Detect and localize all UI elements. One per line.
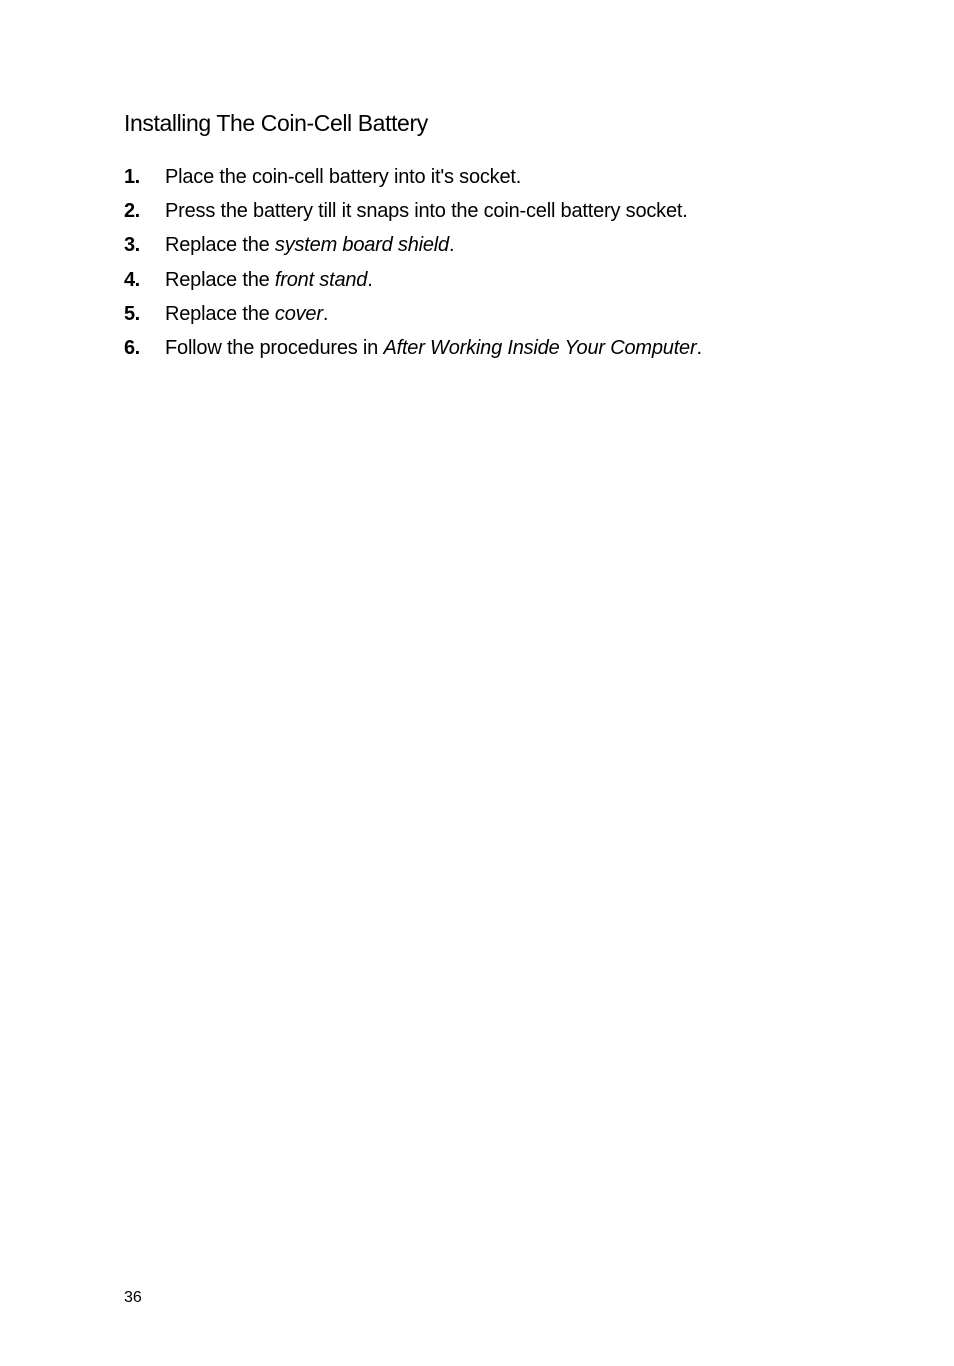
step-text-suffix: .	[367, 268, 373, 291]
step-text-emphasis: system board shield	[274, 234, 449, 257]
step-text	[165, 196, 688, 226]
step-text-main: Press the battery till it snaps into the coin-cell battery socket.	[165, 200, 688, 223]
step-number: 4.	[124, 268, 140, 291]
step-text-emphasis: After Working Inside Your Computer	[383, 336, 697, 359]
step-text-main: Replace the	[165, 268, 275, 291]
step-text-emphasis: cover	[274, 302, 323, 325]
page-number: 36	[124, 1289, 142, 1306]
step-text	[165, 162, 521, 192]
step-number: 2.	[124, 200, 140, 223]
step-text	[165, 333, 702, 363]
step-text-main: Replace the	[165, 302, 275, 325]
step-text	[165, 265, 373, 295]
step-number: 3.	[124, 234, 140, 257]
step-number: 5.	[124, 302, 140, 325]
section-title: Installing The Coin-Cell Battery	[124, 110, 428, 136]
step-number: 6.	[124, 336, 140, 359]
step-text-main: Follow the procedures in	[165, 336, 384, 359]
step-text	[165, 299, 328, 329]
step-text-main: Place the coin-cell battery into it's socket.	[165, 166, 522, 188]
step-text-main: Replace the	[165, 234, 275, 257]
step-text-suffix: .	[448, 234, 455, 257]
step-text	[165, 230, 454, 260]
step-text-suffix: .	[696, 336, 702, 359]
step-text-suffix: .	[322, 302, 329, 325]
step-text-emphasis: front stand	[274, 268, 368, 291]
step-number: 1.	[124, 166, 140, 188]
